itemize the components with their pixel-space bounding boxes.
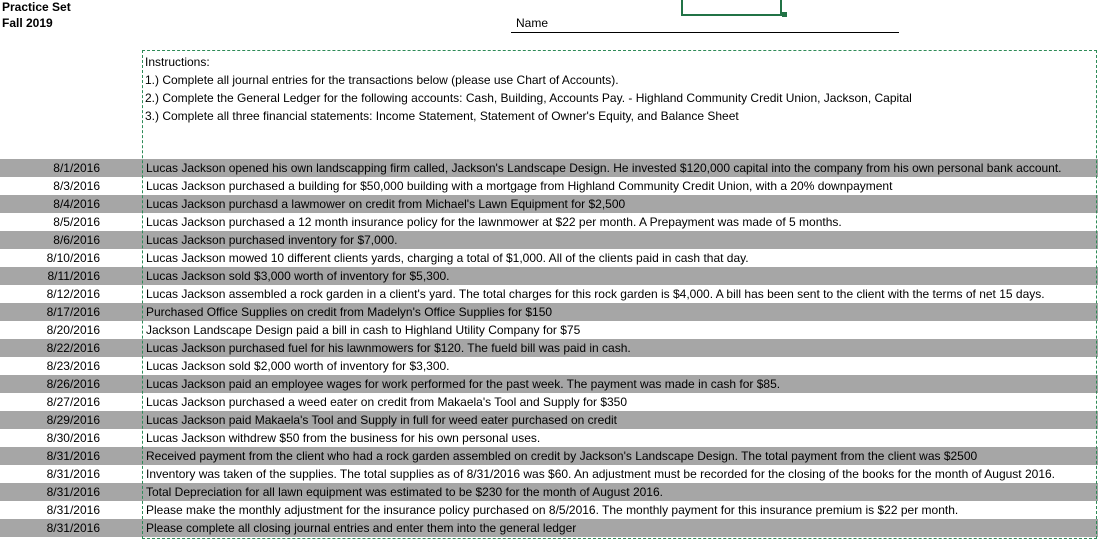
transaction-date: 8/5/2016 xyxy=(53,215,100,229)
transaction-text: Lucas Jackson purchasd a lawmower on credit from Michael's Lawn Equipment for $2,500 xyxy=(146,197,626,211)
transaction-date: 8/29/2016 xyxy=(46,413,100,427)
transaction-text: Jackson Landscape Design paid a bill in cash to Highland Utility Company for $75 xyxy=(146,323,581,337)
transaction-date: 8/31/2016 xyxy=(46,467,100,481)
instruction-item-2: 2.) Complete the General Ledger for the following accounts: Cash, Building, Accounts Pay. - Highland Community Credit Union, Jackson, Capital xyxy=(145,91,912,105)
transaction-row[interactable] xyxy=(0,321,1119,339)
transaction-text: Received payment from the client who had a rock garden assembled on credit by Jackson's Landscape Design. The total payment from the client was $2500 xyxy=(146,449,978,463)
instructions-heading: Instructions: xyxy=(145,55,210,69)
transaction-date: 8/26/2016 xyxy=(46,377,100,391)
instructions-block xyxy=(145,53,912,125)
transaction-date: 8/10/2016 xyxy=(46,251,100,265)
transaction-row[interactable] xyxy=(0,195,1119,213)
transaction-row[interactable] xyxy=(0,501,1119,519)
transaction-row[interactable] xyxy=(0,249,1119,267)
transaction-date: 8/20/2016 xyxy=(46,323,100,337)
sheet-title: Practice Set xyxy=(2,0,71,14)
transaction-row[interactable] xyxy=(0,465,1119,483)
transaction-text: Lucas Jackson assembled a rock garden in a client's yard. The total charges for this rock garden is $4,000. A bill has been sent to the client with the terms of net 15 days. xyxy=(146,287,1045,301)
transaction-row[interactable] xyxy=(0,447,1119,465)
transaction-row[interactable] xyxy=(0,303,1119,321)
transaction-row[interactable] xyxy=(0,483,1119,501)
name-underline xyxy=(511,32,899,33)
transaction-date: 8/23/2016 xyxy=(46,359,100,373)
instruction-item-1: 1.) Complete all journal entries for the transactions below (please use Chart of Accounts). xyxy=(145,73,619,87)
transaction-date: 8/31/2016 xyxy=(46,521,100,535)
transaction-date: 8/30/2016 xyxy=(46,431,100,445)
transaction-date: 8/27/2016 xyxy=(46,395,100,409)
transaction-date: 8/6/2016 xyxy=(53,233,100,247)
transaction-date: 8/12/2016 xyxy=(46,287,100,301)
transaction-text: Lucas Jackson purchased a 12 month insurance policy for the lawnmower at $22 per month. A Prepayment was made of 5 months. xyxy=(146,215,842,229)
transaction-row[interactable] xyxy=(0,375,1119,393)
transaction-date: 8/3/2016 xyxy=(53,179,100,193)
transaction-row[interactable] xyxy=(0,519,1119,537)
transaction-date: 8/31/2016 xyxy=(46,485,100,499)
transaction-text: Lucas Jackson sold $3,000 worth of inventory for $5,300. xyxy=(146,269,450,283)
transaction-row[interactable] xyxy=(0,213,1119,231)
transaction-text: Lucas Jackson purchased a weed eater on credit from Makaela's Tool and Supply for $350 xyxy=(146,395,628,409)
transaction-date: 8/17/2016 xyxy=(46,305,100,319)
transaction-row[interactable] xyxy=(0,159,1119,177)
transaction-date: 8/31/2016 xyxy=(46,449,100,463)
fill-handle[interactable] xyxy=(782,12,787,17)
transaction-date: 8/4/2016 xyxy=(53,197,100,211)
transaction-text: Lucas Jackson purchased inventory for $7,000. xyxy=(146,233,398,247)
transaction-row[interactable] xyxy=(0,177,1119,195)
transaction-text: Lucas Jackson withdrew $50 from the business for his own personal uses. xyxy=(146,431,541,445)
transaction-row[interactable] xyxy=(0,357,1119,375)
name-label: Name xyxy=(516,16,549,30)
transaction-text: Lucas Jackson paid an employee wages for work performed for the past week. The payment was made in cash for $85. xyxy=(146,377,781,391)
transaction-text: Lucas Jackson sold $2,000 worth of inventory for $3,300. xyxy=(146,359,450,373)
transaction-text: Lucas Jackson mowed 10 different clients yards, charging a total of $1,000. All of the clients paid in cash that day. xyxy=(146,251,749,265)
transaction-text: Lucas Jackson purchased a building for $50,000 building with a mortgage from Highland Community Credit Union, with a 20% downpayment xyxy=(146,179,893,193)
selected-cell[interactable] xyxy=(681,0,782,16)
transaction-row[interactable] xyxy=(0,429,1119,447)
transaction-text: Lucas Jackson purchased fuel for his lawnmowers for $120. The fueld bill was paid in cash. xyxy=(146,341,631,355)
transaction-row[interactable] xyxy=(0,411,1119,429)
transaction-text: Lucas Jackson opened his own landscapping firm called, Jackson's Landscape Design. He invested $120,000 capital into the company from his own personal bank account. xyxy=(146,161,1062,175)
transaction-text: Please make the monthly adjustment for the insurance policy purchased on 8/5/2016. The monthly payment for this insurance premium is $22 per month. xyxy=(146,503,959,517)
sheet-term: Fall 2019 xyxy=(2,16,53,30)
transaction-date: 8/31/2016 xyxy=(46,503,100,517)
transaction-date: 8/22/2016 xyxy=(46,341,100,355)
transaction-row[interactable] xyxy=(0,285,1119,303)
transaction-row[interactable] xyxy=(0,231,1119,249)
transactions-list xyxy=(0,159,1119,537)
transaction-text: Inventory was taken of the supplies. The total supplies as of 8/31/2016 was $60. An adjustment must be recorded for the closing of the books for the month of August 2016. xyxy=(146,467,1056,481)
instruction-item-3: 3.) Complete all three financial statements: Income Statement, Statement of Owner's Equity, and Balance Sheet xyxy=(145,109,739,123)
transaction-date: 8/1/2016 xyxy=(53,161,100,175)
transaction-row[interactable] xyxy=(0,267,1119,285)
transaction-date: 8/11/2016 xyxy=(47,269,100,283)
transaction-text: Please complete all closing journal entries and enter them into the general ledger xyxy=(146,521,577,535)
transaction-text: Total Depreciation for all lawn equipment was estimated to be $230 for the month of August 2016. xyxy=(146,485,663,499)
transaction-row[interactable] xyxy=(0,339,1119,357)
transaction-text: Lucas Jackson paid Makaela's Tool and Supply in full for weed eater purchased on credit xyxy=(146,413,618,427)
transaction-text: Purchased Office Supplies on credit from Madelyn's Office Supplies for $150 xyxy=(146,305,553,319)
transaction-row[interactable] xyxy=(0,393,1119,411)
